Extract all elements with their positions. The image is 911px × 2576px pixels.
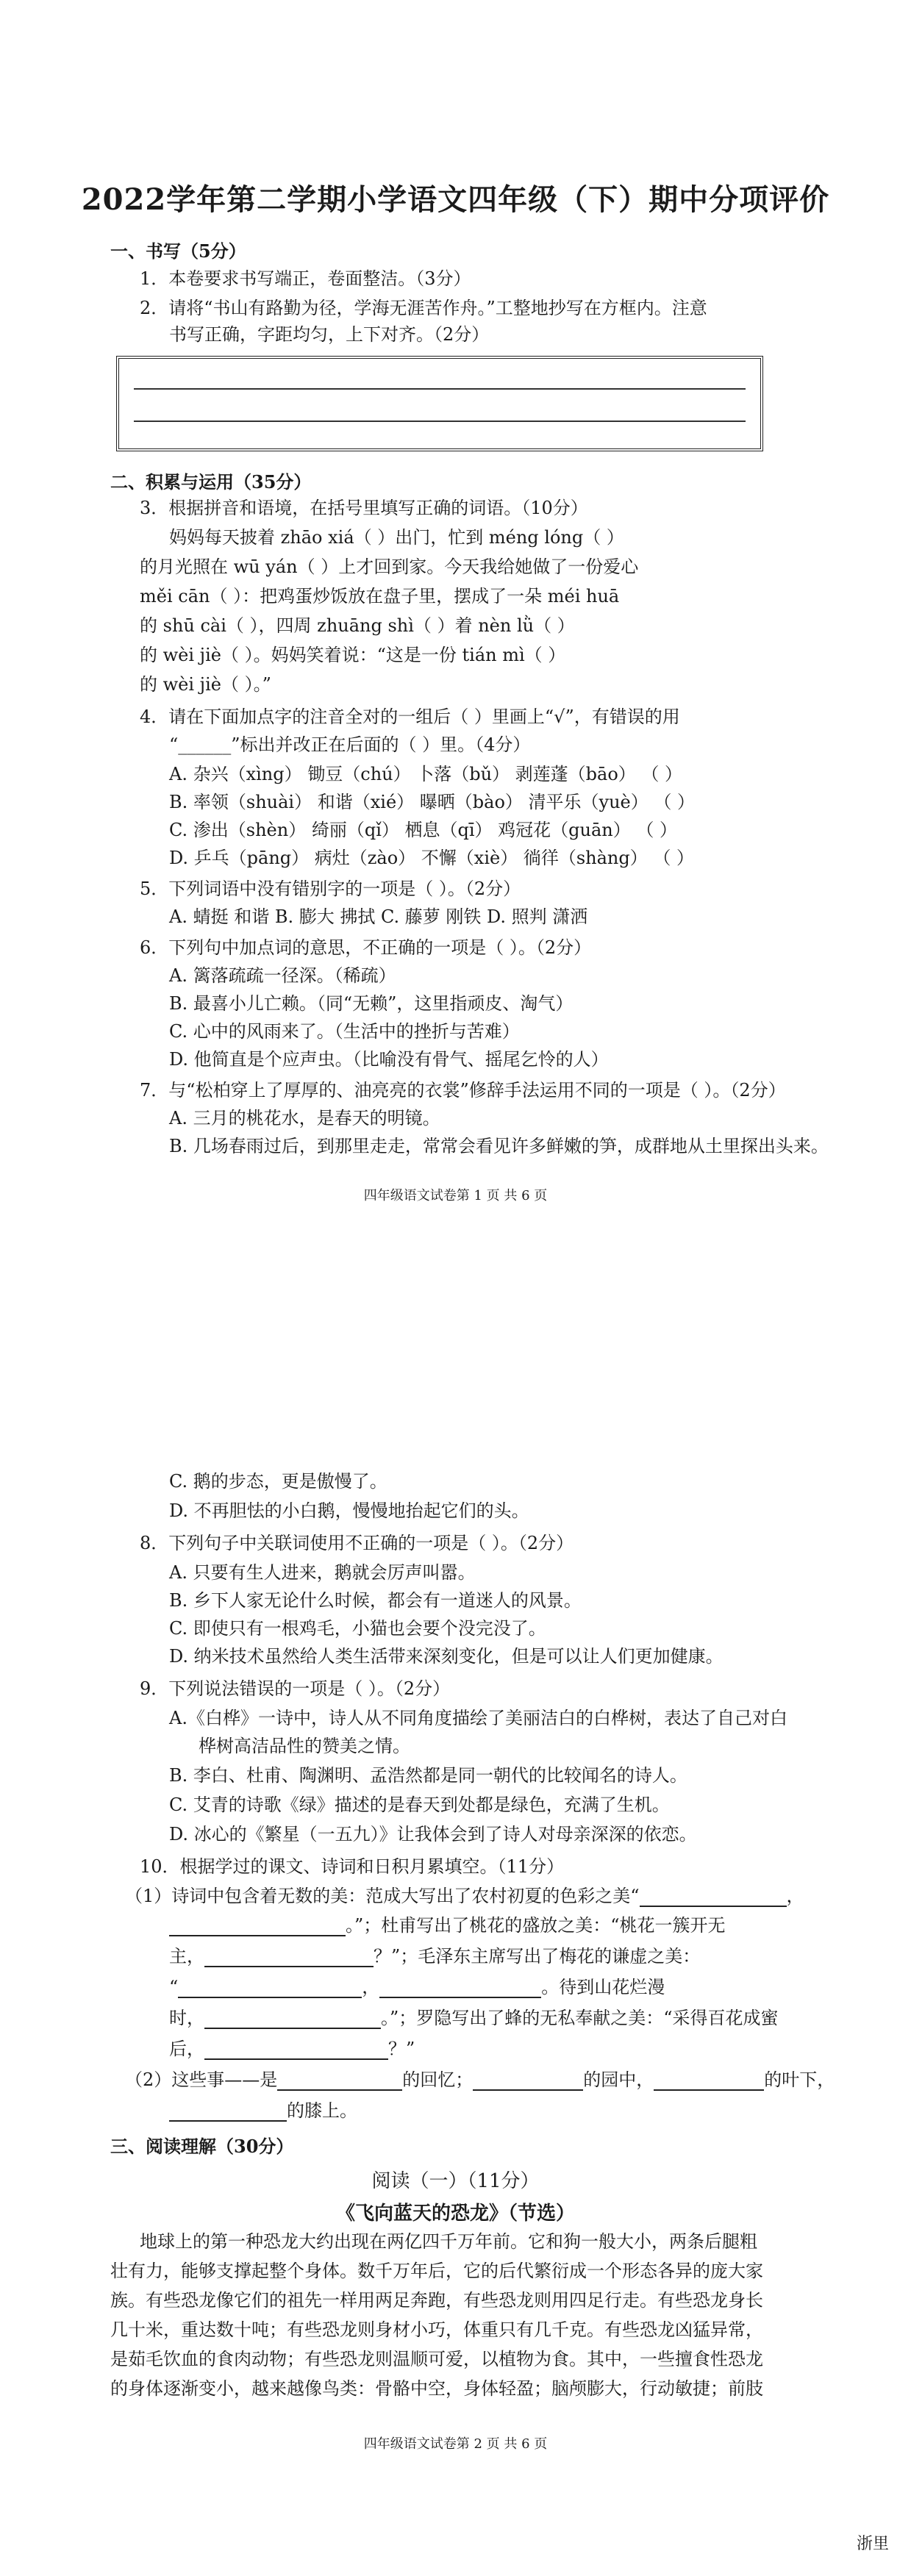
question-10-1-line-4 bbox=[169, 1976, 665, 1998]
question-10-1-line-5 bbox=[169, 2007, 779, 2029]
question-6-option-c: C. 心中的风雨来了。（生活中的挫折与苦难） bbox=[169, 1021, 520, 1042]
exam-page-1 bbox=[0, 0, 911, 1250]
copy-writing-box[interactable] bbox=[116, 356, 763, 451]
reading-title: 《飞向蓝天的恐龙》（节选） bbox=[335, 2203, 575, 2225]
question-3-line-5: 的 wèi jiè（ ）。妈妈笑着说：“这是一份 tián mì（ ） bbox=[140, 645, 566, 665]
question-8-option-c: C. 即使只有一根鸡毛，小猫也会要个没完没了。 bbox=[169, 1618, 546, 1639]
fill-blank[interactable] bbox=[640, 1889, 787, 1907]
question-10-2-line-1 bbox=[125, 2069, 835, 2091]
question-10-1-line-1 bbox=[125, 1885, 804, 1907]
question-4-line-2: “______”标出并改正在后面的（ ）里。（4分） bbox=[169, 734, 531, 755]
passage-line-2: 壮有力，能够支撑起整个身体。数千万年后，它的后代繁衍成一个形态各异的庞大家 bbox=[110, 2261, 763, 2281]
question-3-line-2: 的月光照在 wū yán（ ）上才回到家。今天我给她做了一份爱心 bbox=[140, 557, 639, 577]
question-9-option-a-line-1: A.《白桦》一诗中，诗人从不同角度描绘了美丽洁白的白桦树，表达了自己对白 bbox=[169, 1708, 787, 1728]
question-2-line-2: 书写正确，字距均匀，上下对齐。（2分） bbox=[169, 324, 490, 345]
question-5: 5．下列词语中没有错别字的一项是（ ）。（2分） bbox=[140, 879, 521, 899]
question-6-option-b: B. 最喜小儿亡赖。（同“无赖”，这里指顽皮、淘气） bbox=[169, 993, 574, 1014]
question-10-1-line-2 bbox=[169, 1914, 726, 1936]
question-6: 6．下列句中加点词的意思，不正确的一项是（ ）。（2分） bbox=[140, 937, 592, 958]
fill-blank[interactable] bbox=[379, 1981, 541, 1998]
question-3-line-4: 的 shū cài（ ），四周 zhuāng shì（ ）着 nèn lǜ（ ） bbox=[140, 615, 575, 636]
question-10-1-text-c-pre: 主， bbox=[169, 1946, 204, 1967]
fill-blank[interactable] bbox=[473, 2073, 583, 2091]
question-10-2-text-a: （2）这些事——是 bbox=[125, 2069, 278, 2090]
question-8-option-b: B. 乡下人家无论什么时候，都会有一道迷人的风景。 bbox=[169, 1590, 582, 1611]
page-footer-1: 四年级语文试卷第 1 页 共 6 页 bbox=[363, 1188, 548, 1203]
question-5-options: A. 蜻挺 和谐 B. 膨大 拂拭 C. 藤萝 刚铁 D. 照判 潇洒 bbox=[169, 906, 588, 927]
question-7: 7．与“松柏穿上了厚厚的、油亮亮的衣裳”修辞手法运用不同的一项是（ ）。（2分） bbox=[140, 1080, 786, 1101]
question-8-option-d: D. 纳米技术虽然给人类生活带来深刻变化，但是可以让人们更加健康。 bbox=[169, 1646, 724, 1667]
question-6-option-d: D. 他简直是个应声虫。（比喻没有骨气、摇尾乞怜的人） bbox=[169, 1049, 609, 1070]
question-10-2-line-2 bbox=[169, 2100, 357, 2122]
question-9-option-c: C. 艾青的诗歌《绿》描述的是春天到处都是绿色，充满了生机。 bbox=[169, 1795, 670, 1815]
question-9-option-a-line-2: 桦树高洁品性的赞美之情。 bbox=[199, 1736, 410, 1756]
question-10-2-text-c: 的园中， bbox=[583, 2069, 654, 2090]
question-10-1-text-d-pre: “ bbox=[169, 1977, 179, 1997]
question-10-1-text-f: ？” bbox=[388, 2039, 415, 2059]
page-footer-2: 四年级语文试卷第 2 页 共 6 页 bbox=[363, 2436, 548, 2452]
question-10-1-text-d: 。待到山花烂漫 bbox=[541, 1977, 665, 1997]
question-6-option-a: A. 篱落疏疏一径深。（稀疏） bbox=[169, 965, 396, 986]
question-10-1-line-6 bbox=[169, 2038, 415, 2060]
section-reading: 三、阅读理解（30分） bbox=[110, 2136, 294, 2157]
passage-line-3: 族。有些恐龙像它们的祖先一样用两足奔跑，有些恐龙则用四足行走。有些恐龙身长 bbox=[110, 2290, 763, 2311]
fill-blank[interactable] bbox=[277, 2073, 402, 2091]
question-10-2-text-b: 的回忆； bbox=[402, 2069, 474, 2090]
question-10-1-text-f-pre: 后， bbox=[169, 2039, 204, 2059]
question-3-line-3: měi cān（ ）：把鸡蛋炒饭放在盘子里，摆成了一朵 méi huā bbox=[140, 586, 620, 607]
corner-mark: 浙里 bbox=[856, 2535, 889, 2553]
question-9: 9．下列说法错误的一项是（ ）。（2分） bbox=[140, 1678, 451, 1699]
question-7-option-b: B. 几场春雨过后，到那里走走，常常会看见许多鲜嫩的笋，成群地从土里探出头来。 bbox=[169, 1136, 829, 1156]
question-8: 8．下列句子中关联词使用不正确的一项是（ ）。（2分） bbox=[140, 1533, 574, 1553]
fill-blank[interactable] bbox=[204, 2042, 388, 2060]
question-1: 1．本卷要求书写端正，卷面整洁。（3分） bbox=[140, 268, 471, 289]
question-3-line-1: 妈妈每天披着 zhāo xiá（ ）出门，忙到 méng lóng（ ） bbox=[169, 527, 624, 548]
fill-blank[interactable] bbox=[204, 1950, 374, 1967]
question-3-line-6: 的 wèi jiè（ ）。” bbox=[140, 674, 271, 695]
question-9-option-b: B. 李白、杜甫、陶渊明、孟浩然都是同一朝代的比较闻名的诗人。 bbox=[169, 1765, 687, 1786]
question-10-1-text-d-mid: ， bbox=[362, 1977, 380, 1997]
question-4-line-1: 4．请在下面加点字的注音全对的一组后（ ）里画上“√”，有错误的用 bbox=[140, 706, 680, 727]
question-3: 3．根据拼音和语境，在括号里填写正确的词语。（10分） bbox=[140, 498, 588, 518]
question-10-1-text-b: 。”；杜甫写出了桃花的盛放之美：“桃花一簇开无 bbox=[346, 1915, 726, 1936]
passage-line-6: 的身体逐渐变小，越来越像鸟类：骨骼中空，身体轻盈；脑颅膨大，行动敏捷；前肢 bbox=[110, 2378, 763, 2399]
question-4-option-d: D. 乒乓（pāng） 病灶（zào） 不懈（xiè） 徜徉（shàng） （ ） bbox=[169, 848, 694, 868]
question-10-1-text-e: 。”；罗隐写出了蜂的无私奉献之美：“采得百花成蜜 bbox=[381, 2008, 779, 2028]
exam-title: 2022学年第二学期小学语文四年级（下）期中分项评价 bbox=[81, 182, 830, 217]
comma-sep: ， bbox=[786, 1886, 804, 1906]
question-8-option-a: A. 只要有生人进来，鹅就会厉声叫嚣。 bbox=[169, 1562, 476, 1583]
fill-blank[interactable] bbox=[654, 2073, 764, 2091]
question-7-option-d: D. 不再胆怯的小白鹅，慢慢地抬起它们的头。 bbox=[169, 1500, 529, 1521]
section-accumulation: 二、积累与运用（35分） bbox=[110, 471, 312, 493]
writing-rule-1 bbox=[134, 388, 746, 390]
fill-blank[interactable] bbox=[169, 1919, 346, 1936]
question-7-option-a: A. 三月的桃花水，是春天的明镜。 bbox=[169, 1108, 440, 1128]
question-9-option-d: D. 冰心的《繁星（一五九）》让我体会到了诗人对母亲深深的依恋。 bbox=[169, 1824, 697, 1845]
question-4-option-a: A. 杂兴（xìng） 锄豆（chú） 卜落（bǔ） 剥莲蓬（bāo） （ ） bbox=[169, 764, 683, 784]
fill-blank[interactable] bbox=[178, 1981, 362, 1998]
question-10-1-text-a: （1）诗词中包含着无数的美：范成大写出了农村初夏的色彩之美“ bbox=[125, 1886, 640, 1906]
passage-line-1: 地球上的第一种恐龙大约出现在两亿四千万年前。它和狗一般大小，两条后腿粗 bbox=[140, 2231, 757, 2252]
question-10-2-text-e: 的膝上。 bbox=[287, 2100, 357, 2121]
reading-heading: 阅读（一）（11分） bbox=[371, 2170, 540, 2192]
fill-blank[interactable] bbox=[169, 2104, 287, 2122]
question-10-1-text-c: ？”；毛泽东主席写出了梅花的谦虚之美： bbox=[374, 1946, 701, 1967]
question-4-option-c: C. 渗出（shèn） 绮丽（qǐ） 栖息（qī） 鸡冠花（guān） （ ） bbox=[169, 820, 678, 840]
question-2-line-1: 2．请将“书山有路勤为径，学海无涯苦作舟。”工整地抄写在方框内。注意 bbox=[140, 298, 707, 318]
question-10-1-text-e-pre: 时， bbox=[169, 2008, 204, 2028]
question-10-2-text-d: 的叶下， bbox=[764, 2069, 835, 2090]
writing-rule-2 bbox=[134, 421, 746, 422]
question-4-option-b: B. 率领（shuài） 和谐（xié） 曝晒（bào） 清平乐（yuè） （ ） bbox=[169, 792, 696, 812]
fill-blank[interactable] bbox=[204, 2011, 381, 2029]
question-10-1-line-3 bbox=[169, 1945, 700, 1967]
section-handwriting: 一、书写（5分） bbox=[110, 240, 246, 262]
passage-line-4: 几十米，重达数十吨；有些恐龙则身材小巧，体重只有几千克。有些恐龙凶猛异常， bbox=[110, 2319, 763, 2340]
question-7-option-c: C. 鹅的步态，更是傲慢了。 bbox=[169, 1471, 387, 1492]
exam-page-2 bbox=[0, 1250, 911, 2576]
passage-line-5: 是茹毛饮血的食肉动物；有些恐龙则温顺可爱，以植物为食。其中，一些擅食性恐龙 bbox=[110, 2349, 763, 2369]
question-10: 10．根据学过的课文、诗词和日积月累填空。（11分） bbox=[140, 1856, 565, 1877]
